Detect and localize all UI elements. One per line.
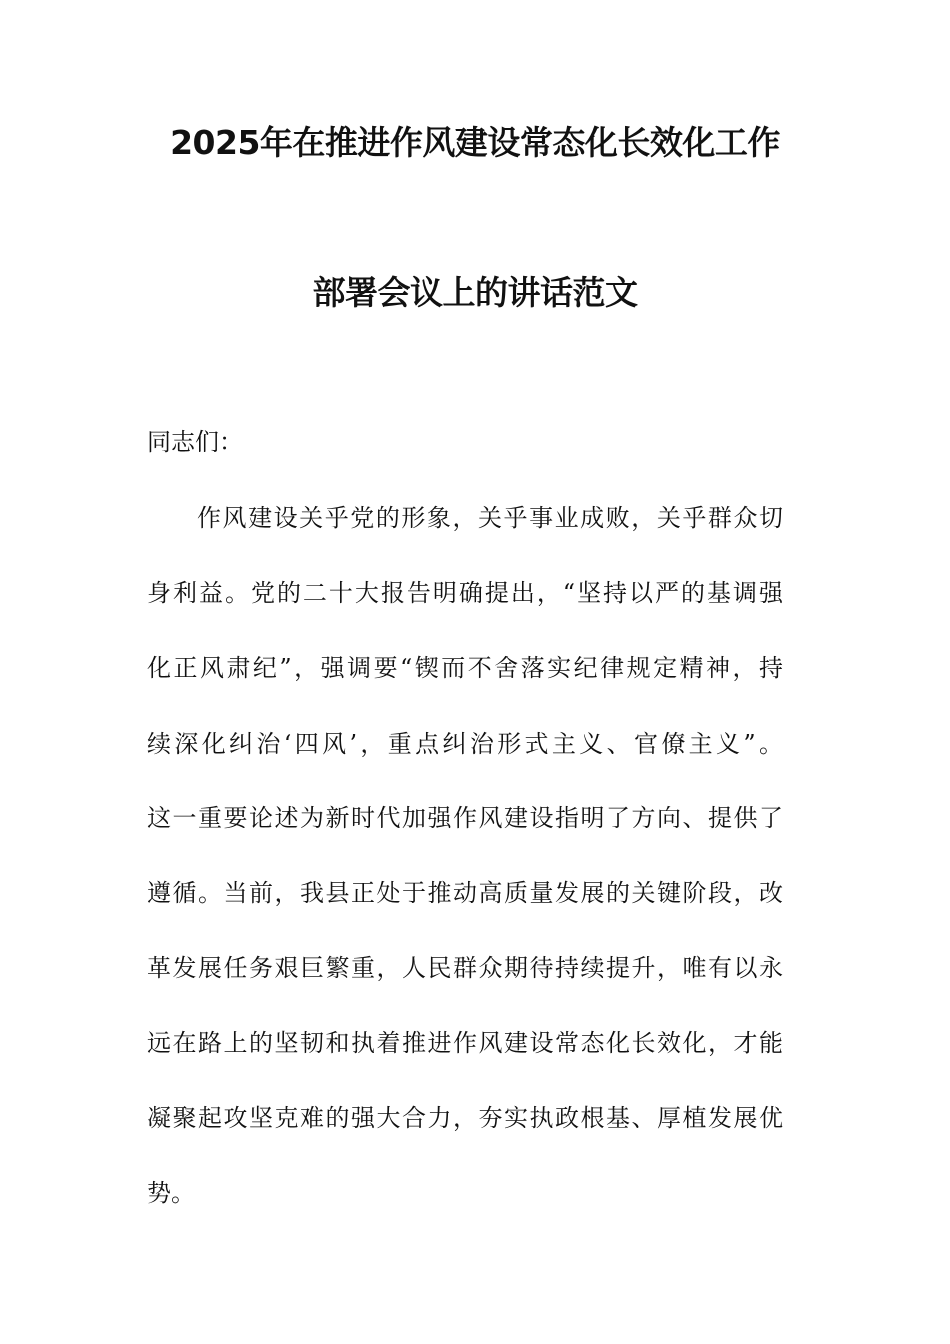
paragraph-line: 化正风肃纪”，强调要“锲而不舍落实纪律规定精神，持 [147, 654, 783, 682]
paragraph-line: 凝聚起攻坚克难的强大合力，夯实执政根基、厚植发展优 [147, 1104, 783, 1132]
paragraph-line: 遵循。当前，我县正处于推动高质量发展的关键阶段，改 [147, 879, 783, 907]
paragraph-line: 续深化纠治‘四风’，重点纠治形式主义、官僚主义”。 [147, 730, 783, 758]
paragraph-line: 远在路上的坚韧和执着推进作风建设常态化长效化，才能 [147, 1029, 783, 1057]
document-title-line-1: 2025年在推进作风建设常态化长效化工作 [170, 123, 780, 162]
paragraph-line: 势。 [147, 1179, 195, 1207]
paragraph-line: 作风建设关乎党的形象，关乎事业成败，关乎群众切 [197, 504, 783, 532]
document-title-line-2: 部署会议上的讲话范文 [312, 273, 638, 312]
paragraph-line: 这一重要论述为新时代加强作风建设指明了方向、提供了 [147, 804, 783, 832]
paragraph-line: 革发展任务艰巨繁重，人民群众期待持续提升，唯有以永 [147, 954, 783, 982]
paragraph-line: 身利益。党的二十大报告明确提出，“坚持以严的基调强 [147, 579, 783, 607]
salutation: 同志们： [147, 428, 243, 456]
